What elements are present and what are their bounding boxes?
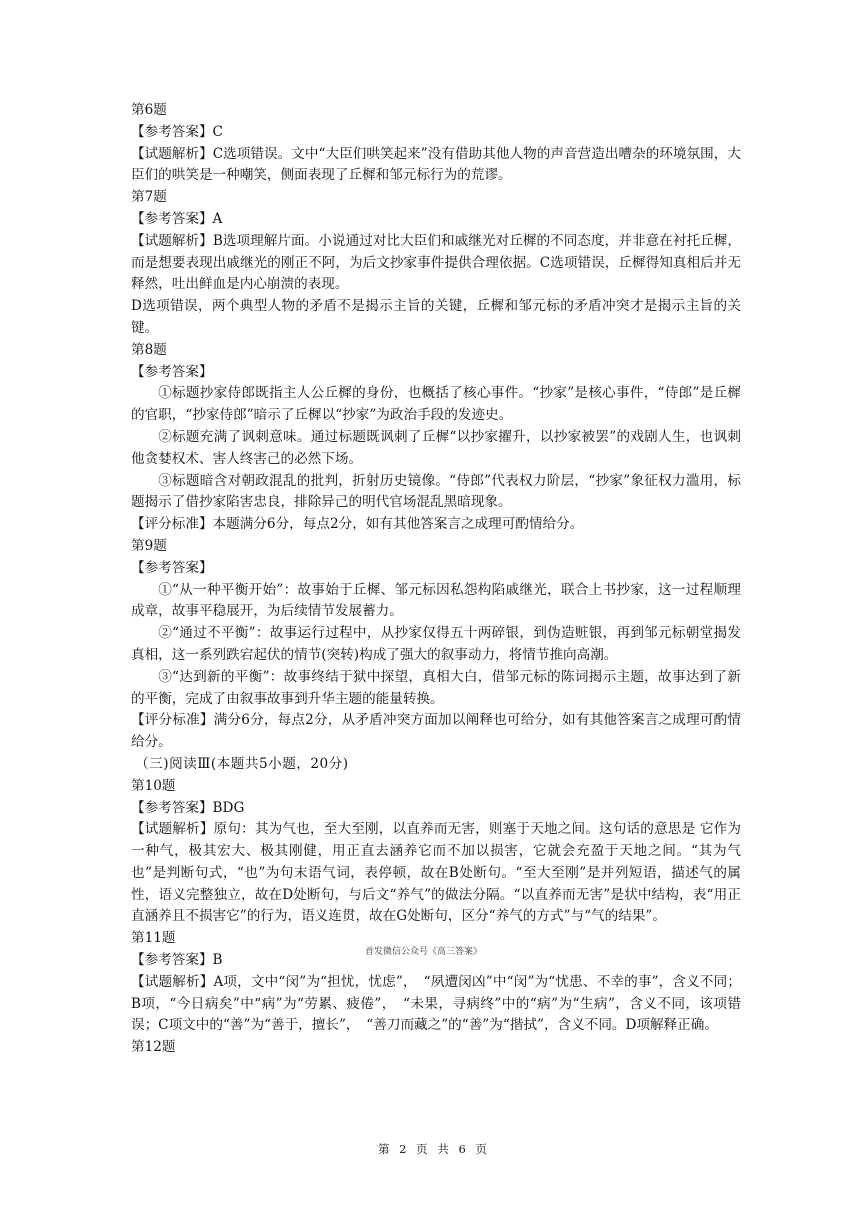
paragraph: 【试题解析】A项，文中“闵”为“担忧，忧虑”， “夙遭闵凶”中“闵”为“忧患、不幸的事”，含义不同；B项，“今日病矣”中“病”为“劳累、疲倦”， “未果，寻病终”中的“病”为“生病”，含义不同，该项错误；C项文中的“善”为“善于，擅长”， “善刀而藏之”的“善”为“揩拭”，含义不同。D项解释正确。	[131, 973, 741, 1034]
paragraph: ①“从一种平衡开始”：故事始于丘樨、邹元标因私怨构陷戚继光，联合上书抄家，这一过程顺理成章，故事平稳展开，为后续情节发展蓄力。	[131, 581, 741, 620]
paragraph: 【评分标准】本题满分6分，每点2分，如有其他答案言之成理可酌情给分。	[131, 516, 584, 533]
paragraph: 【参考答案】BDG	[131, 799, 245, 816]
paragraph: ①标题抄家侍郎既指主人公丘樨的身份，也概括了核心事件。“抄家”是核心事件，“侍郎”是丘樨的官职，“抄家侍郎”暗示了丘樨以“抄家”为政治手段的发迹史。	[131, 385, 741, 424]
paragraph: 【试题解析】C选项错误。文中“大臣们哄笑起来”没有借助其他人物的声音营造出嘈杂的环境氛围，大臣们的哄笑是一种嘲笑，侧面表现了丘樨和邹元标行为的荒谬。	[131, 145, 741, 184]
paragraph: （三)阅读Ⅲ(本题共5小题，20分)	[135, 755, 349, 772]
paragraph: ③标题暗含对朝政混乱的批判，折射历史镜像。“侍郎”代表权力阶层，“抄家”象征权力滥用，标题揭示了借抄家陷害忠良，排除异己的明代官场混乱黑暗现象。	[131, 472, 741, 511]
paragraph: ③“达到新的平衡”：故事终结于狱中探望，真相大白，借邹元标的陈词揭示主题，故事达到了新的平衡，完成了由叙事故事到升华主题的能量转换。	[131, 668, 741, 707]
question-title: 第12题	[131, 1039, 176, 1056]
question-title: 第8题	[131, 341, 167, 358]
question-title: 第10题	[131, 777, 176, 794]
paragraph: ②标题充满了讽刺意味。通过标题既讽刺了丘樨“以抄家擢升，以抄家被罢”的戏剧人生，也讽刺他贪婪权术、害人终害己的必然下场。	[131, 428, 741, 467]
paragraph: 【参考答案】C	[131, 123, 223, 140]
paragraph: 【参考答案】	[131, 363, 213, 380]
paragraph: 【参考答案】A	[131, 210, 223, 227]
watermark-text: 首发微信公众号《高三答案》	[365, 947, 483, 957]
question-title: 第9题	[131, 537, 167, 554]
question-title: 第11题	[131, 930, 176, 947]
question-title: 第6题	[131, 102, 167, 118]
paragraph: 【参考答案】B	[131, 952, 223, 969]
page-footer: 第 2 页 共 6 页	[378, 1142, 490, 1156]
paragraph: 【试题解析】原句：其为气也，至大至刚，以直养而无害，则塞于天地之间。这句话的意思是 它作为一种气，极其宏大、极其刚健，用正直去涵养它而不加以损害，它就会充盈于天地之间。“其为气也”是判断句式，“也”为句末语气词，表停顿，故在B处断句。“至大至刚”是并列短语，描述气的属性，语义完整独立，故在D处断句，与后文“养气”的做法分隔。“以直养而无害”是状中结构，表“用正直涵养且不损害它”的行为，语义连贯，故在G处断句，区分“养气的方式”与“气的结果”。	[131, 821, 741, 925]
paragraph: 【参考答案】	[131, 559, 213, 576]
paragraph: D选项错误，两个典型人物的矛盾不是揭示主旨的关键，丘樨和邹元标的矛盾冲突才是揭示主旨的关键。	[131, 298, 741, 336]
document-body	[131, 100, 741, 1059]
question-title: 第7题	[131, 189, 167, 206]
paragraph: 【试题解析】B选项理解片面。小说通过对比大臣们和戚继光对丘樨的不同态度，并非意在衬托丘樨，而是想要表现出戚继光的刚正不阿，为后文抄家事件提供合理依据。C选项错误，丘樨得知真相后并无释然，吐出鲜血是内心崩溃的表现。	[131, 232, 741, 293]
paragraph: ②“通过不平衡”：故事运行过程中，从抄家仅得五十两碎银，到伪造赃银，再到邹元标朝堂揭发真相，这一系列跌宕起伏的情节(突转)构成了强大的叙事动力，将情节推向高潮。	[131, 625, 741, 663]
paragraph: 【评分标准】满分6分，每点2分，从矛盾冲突方面加以阐释也可给分，如有其他答案言之成理可酌情给分。	[131, 712, 741, 751]
